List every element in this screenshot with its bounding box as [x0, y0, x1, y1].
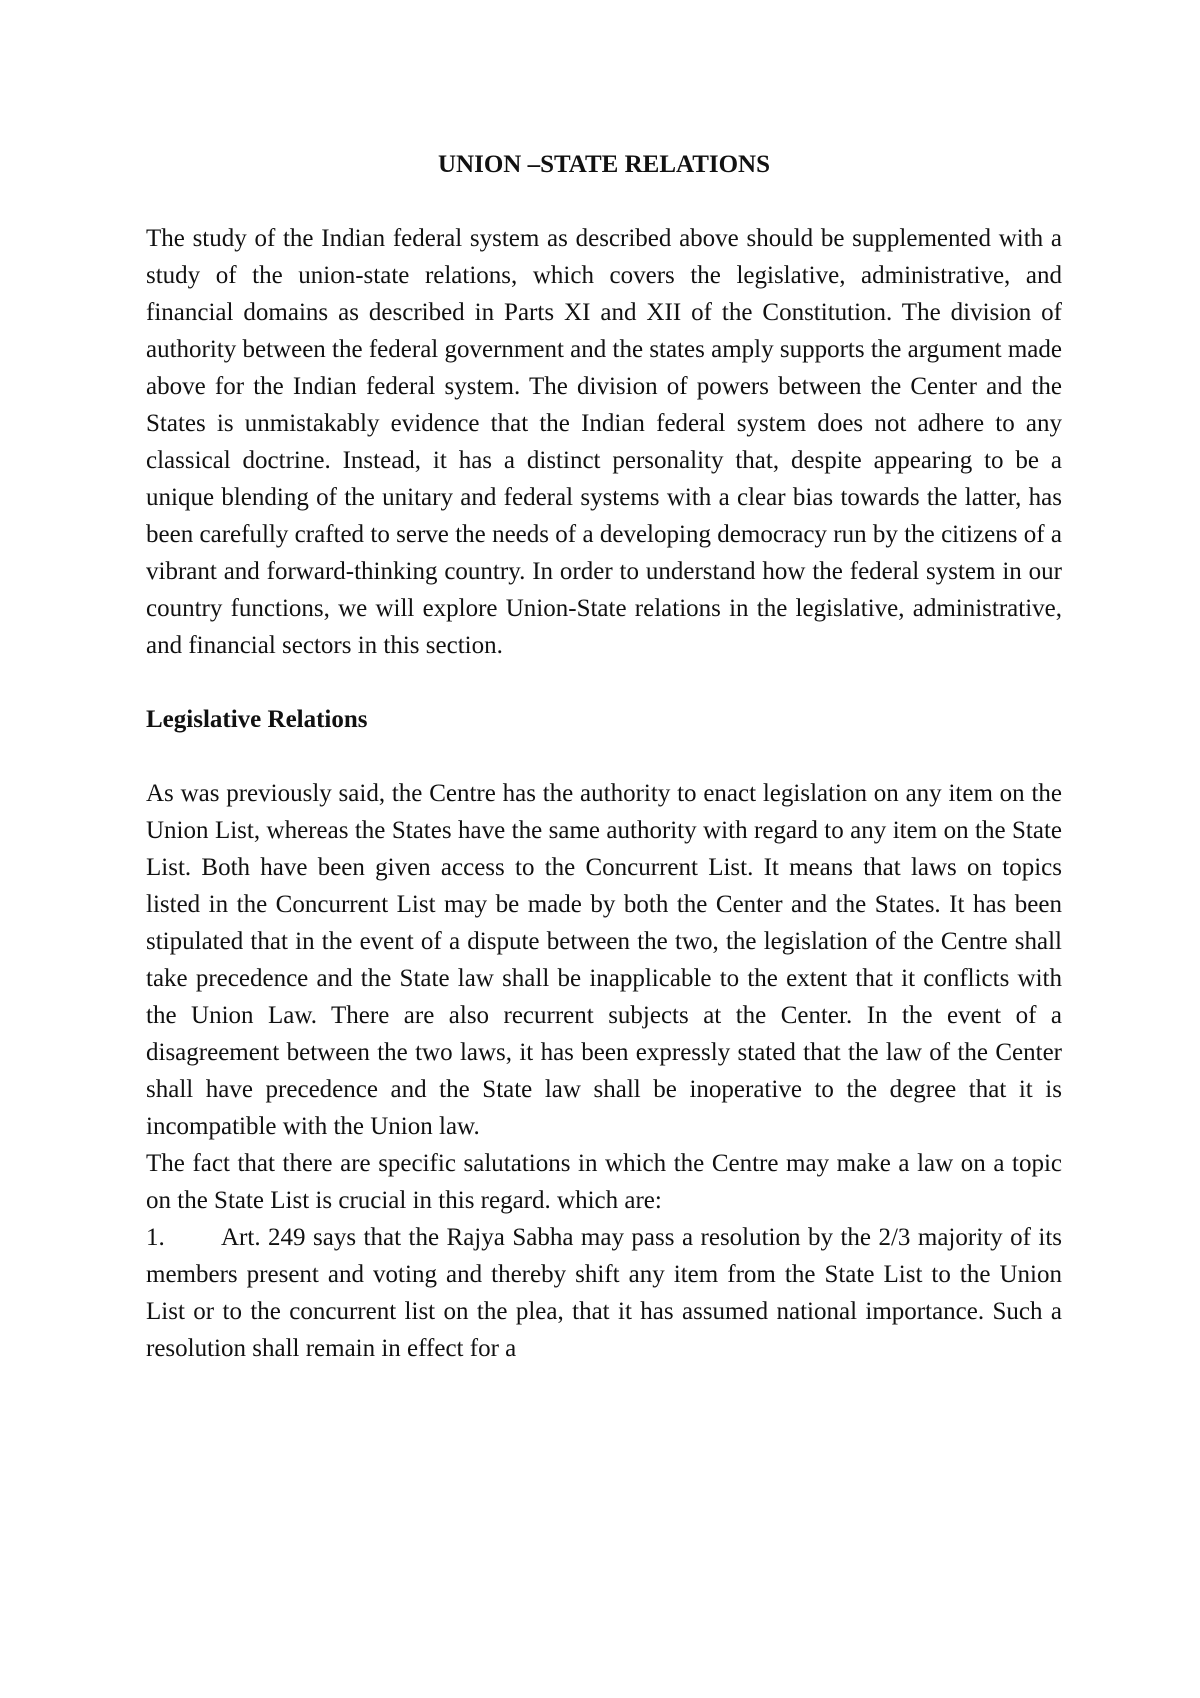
fact-paragraph: The fact that there are specific salutations in which the Centre may make a law on a topic on the State List is crucial in this regard. which are: [146, 1150, 1062, 1214]
list-item-text: Art. 249 says that the Rajya Sabha may pass a resolution by the 2/3 majority of its members present and voting and thereby shift any item from the State List to the Union List or to the concurrent list on the plea, that it has assumed national importance. Such a resolution shall remain in effect for a [146, 1224, 1062, 1362]
list-item [146, 1219, 1062, 1367]
legislative-paragraph: As was previously said, the Centre has the authority to enact legislation on any item on the Union List, whereas the States have the same authority with regard to any item on the State List. Both have been given access to the Concurrent List. It means that laws on topics listed in the Concurrent List may be made by both the Center and the States. It has been stipulated that in the event of a dispute between the two, the legislation of the Centre shall take precedence and the State law shall be inapplicable to the extent that it conflicts with the Union Law. There are also recurrent subjects at the Center. In the event of a disagreement between the two laws, it has been expressly stated that the law of the Center shall have precedence and the State law shall be inoperative to the degree that it is incompatible with the Union law. [146, 780, 1062, 1140]
section-heading: Legislative Relations [146, 706, 368, 733]
list-item-number: 1. [146, 1224, 165, 1251]
intro-paragraph: The study of the Indian federal system as described above should be supplemented with a study of the union-state relations, which covers the legislative, administrative, and financial domains as described in Parts XI and XII of the Constitution. The division of authority between the federal government and the states amply supports the argument made above for the Indian federal system. The division of powers between the Center and the States is unmistakably evidence that the Indian federal system does not adhere to any classical doctrine. Instead, it has a distinct personality that, despite appearing to be a unique blending of the unitary and federal systems with a clear bias towards the latter, has been carefully crafted to serve the needs of a developing democracy run by the citizens of a vibrant and forward-thinking country. In order to understand how the federal system in our country functions, we will explore Union-State relations in the legislative, administrative, and financial sectors in this section. [146, 225, 1062, 659]
document-body [146, 146, 1062, 1367]
page-title: UNION –STATE RELATIONS [437, 151, 771, 178]
